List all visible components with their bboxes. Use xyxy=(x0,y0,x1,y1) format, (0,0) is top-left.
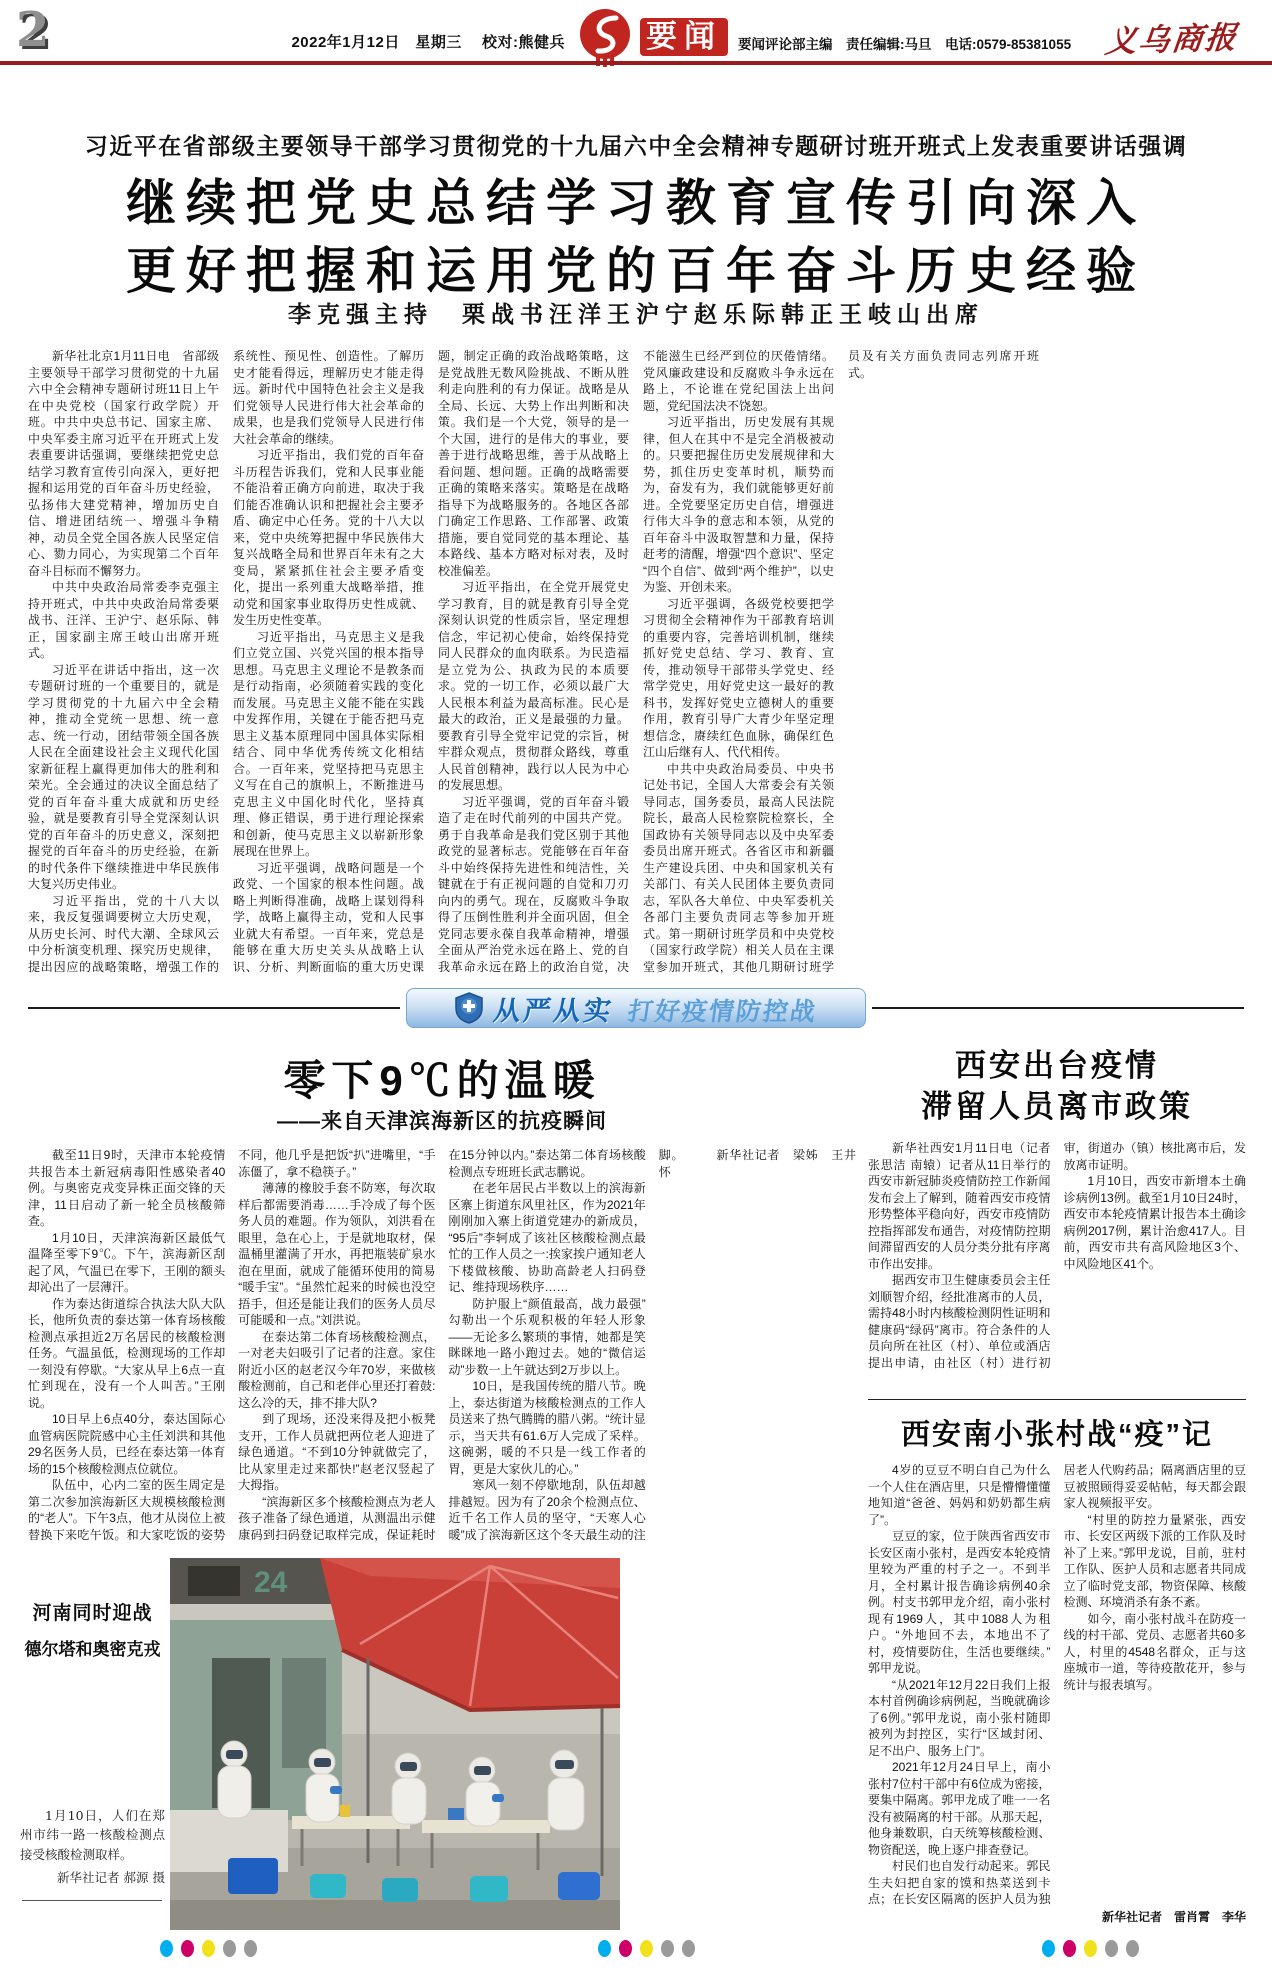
side-top-headline-line1: 西安出台疫情 xyxy=(955,1048,1159,1083)
lead-headline-line2: 更好把握和运用党的百年奋斗历史经验 xyxy=(126,243,1146,299)
dot-gray xyxy=(1126,1940,1139,1957)
print-marks-center xyxy=(598,1940,695,1957)
paper-name: 义乌商报 xyxy=(1103,19,1240,61)
banner-pill xyxy=(406,988,866,1028)
campaign-banner xyxy=(28,988,1244,1028)
side-column-divider xyxy=(868,1399,1246,1400)
feature-subheadline: ——来自天津滨海新区的抗疫瞬间 xyxy=(277,1110,607,1133)
lead-headline-line1: 继续把党史总结学习教育宣传引向深入 xyxy=(126,175,1146,231)
dot-yellow xyxy=(202,1940,215,1957)
banner-right-rule xyxy=(872,1007,1244,1009)
lead-body-columns: 新华社北京1月11日电 省部级主要领导干部学习贯彻党的十九届六中全会精神专题研讨班11日上午在中央党校（国家行政学院）开班。中共中央总书记、国家主席、中央军委主席习近平在开班式上发表重要讲话强调，要继续把党史总结学习教育宣传引向深入，更好把握和运用党的百年奋斗历史经验，弘扬伟大建党精神，增加历史自信、增进团结统一、增强斗争精神，动员全党全国各族人民坚定信心、勠力同心，为实现第二个百年奋斗目标而不懈努力。 中共中央政治局常委李克强主持开班式，中共中央政治局常委栗战书、汪洋、王沪宁、赵乐际、韩正，国家副主席王岐山出席开班式。 习近平在讲话中指出，这一次专题研讨班的一个重要目的，就是学习贯彻党的十九届六中全会精神，推动全党统一思想、统一意志、统一行动，团结带领全国各族人民在全面建设社会主义现代化国家新征程上赢得更加伟大的胜利和荣光。全会通过的决议全面总结了党的百年奋斗重大成就和历史经验，就是要教育引导全党深刻认识党的百年奋斗的历史意义，深刻把握党的百年奋斗的历史经验，在新的时代条件下继续推进中华民族伟大复兴历史伟业。 习近平指出，党的十八大以来，我反复强调要树立大历史观，从历史长河、时代大潮、全球风云中分析演变机理、探究历史规律，提出因应的战略策略，增强工作的系统性、预见性、创造性。了解历史才能看得远，理解历史才能走得远。新时代中国特色社会主义是我们党领导人民进行伟大社会革命的成果，也是我们党领导人民进行伟大社会革命的继续。 习近平指出，我们党的百年奋斗历程告诉我们，党和人民事业能不能沿着正确方向前进，取决于我们能否准确认识和把握社会主要矛盾、确定中心任务。党的十八大以来，党中央统筹把握中华民族伟大复兴战略全局和世界百年未有之大变局，紧紧抓住社会主要矛盾变化，提出一系列重大战略举措，推动党和国家事业取得历史性成就、发生历史性变革。 习近平指出，马克思主义是我们立党立国、兴党兴国的根本指导思想。马克思主义理论不是教条而是行动指南，必须随着实践的变化而发展。马克思主义能不能在实践中发挥作用，关键在于能否把马克思主义基本原理同中国具体实际相结合、同中华优秀传统文化相结合。一百年来，党坚持把马克思主义写在自己的旗帜上，不断推进马克思主义中国化时代化，坚持真理、修正错误，勇于进行理论探索和创新，使马克思主义以崭新形象展现在世界上。 习近平强调，战略问题是一个政党、一个国家的根本性问题。战略上判断得准确，战略上谋划得科学，战略上赢得主动，党和人民事业就大有希望。一百年来，党总是能够在重大历史关头从战略上认识、分析、判断面临的重大历史课题，制定正确的政治战略策略，这是党战胜无数风险挑战、不断从胜利走向胜利的有力保证。战略是从全局、长远、大势上作出判断和决策。我们是一个大党，领导的是一个大国，进行的是伟大的事业，要善于进行战略思维，善于从战略上看问题、想问题。正确的战略需要正确的策略来落实。策略是在战略指导下为战略服务的。各地区各部门确定工作思路、工作部署、政策措施，要自觉同党的基本理论、基本路线、基本方略对标对表，及时校准偏差。 习近平指出，在全党开展党史学习教育，目的就是教育引导全党深刻认识党的性质宗旨，坚定理想信念，牢记初心使命，始终保持党同人民群众的血肉联系。为民造福是立党为公、执政为民的本质要求。党的一切工作，必须以最广大人民根本利益为最高标准。民心是最大的政治，正义是最强的力量。要教育引导全党牢记党的宗旨，树牢群众观点，贯彻群众路线，尊重人民首创精神，践行以人民为中心的发展思想。 习近平强调，党的百年奋斗锻造了走在时代前列的中国共产党。勇于自我革命是我们党区别于其他政党的显著标志。党能够在百年奋斗中始终保持先进性和纯洁性，关键就在于有正视问题的自觉和刀刃向内的勇气。现在，反腐败斗争取得了压倒性胜利并全面巩固，但全党同志要永葆自我革命精神，增强全面从严治党永远在路上、党的自我革命永远在路上的政治自觉，决不能滋生已经严到位的厌倦情绪。党风廉政建设和反腐败斗争永远在路上，不论谁在党纪国法上出问题，党纪国法决不饶恕。 习近平指出，历史发展有其规律，但人在其中不是完全消极被动的。只要把握住历史发展规律和大势，抓住历史变革时机，顺势而为，奋发有为，我们就能够更好前进。全党要坚定历史自信，增强进行伟大斗争的意志和本领，从党的百年奋斗中汲取智慧和力量，保持赶考的清醒，增强“四个意识”、坚定“四个自信”、做到“两个维护”，以史为鉴、开创未来。 习近平强调，各级党校要把学习贯彻全会精神作为干部教育培训的重要内容，完善培训机制，继续抓好党史总结、学习、教育、宣传，推动领导干部带头学党史、经常学党史，用好党史这一最好的教科书，发挥好党史立德树人的重要作用，教育引导广大青少年坚定理想信念，赓续红色血脉，确保红色江山后继有人、代代相传。 中共中央政治局委员、中央书记处书记，全国人大常委会有关领导同志，国务委员，最高人民法院院长，最高人民检察院检察长，全国政协有关领导同志以及中央军委委员出席开班式。各省区市和新疆生产建设兵团、中央和国家机关有关部门、有关人民团体主要负责同志，军队各大单位、中央军委机关各部门主要负责同志等参加开班式。第一期研讨班学员和中央党校（国家行政学院）相关人员在主课堂参加开班式，其他几期研讨班学员及有关方面负责同志列席开班式。 xyxy=(28,349,1039,974)
related-headline xyxy=(20,1598,165,1660)
photo-caption-credit: 新华社记者 郝源 摄 xyxy=(57,1870,165,1886)
editor-info: 要闻评论部主编 责任编辑:马旦 电话:0579-85381055 xyxy=(738,37,1072,52)
photo-caption xyxy=(20,1806,165,1888)
banner-slogan-bold: 从严从实 xyxy=(491,995,617,1026)
print-marks-right xyxy=(1042,1940,1139,1957)
dot-gray xyxy=(223,1940,236,1957)
dot-cyan xyxy=(1042,1940,1055,1957)
side-top-headline-line2: 滞留人员离市政策 xyxy=(921,1088,1193,1124)
dot-cyan xyxy=(598,1940,611,1957)
side-bottom-credit: 新华社记者 雷肖霄 李华 xyxy=(1101,1910,1246,1924)
dot-magenta xyxy=(619,1940,632,1957)
side-story-bottom-headline: 西安南小张村战“疫”记 xyxy=(900,1419,1213,1451)
dot-magenta xyxy=(1063,1940,1076,1957)
banner-left-rule xyxy=(28,1007,400,1009)
print-marks-left xyxy=(160,1940,257,1957)
dot-gray xyxy=(1105,1940,1118,1957)
related-headline-line2: 德尔塔和奥密克戎 xyxy=(24,1640,161,1659)
lead-byline: 李克强主持 栗战书汪洋王沪宁赵乐际韩正王岐山出席 xyxy=(288,301,984,327)
dot-cyan xyxy=(160,1940,173,1957)
masthead-rule xyxy=(0,61,1272,65)
shield-cross-icon xyxy=(454,992,484,1024)
dot-gray xyxy=(244,1940,257,1957)
date-line: 2022年1月12日 星期三 校对:熊健兵 xyxy=(291,34,565,51)
photo-caption-text: 1月10日，人们在郑州市纬一路一核酸检测点接受核酸检测取样。 xyxy=(20,1808,165,1862)
side-story-top-headline xyxy=(868,1046,1246,1128)
dot-gray xyxy=(661,1940,674,1957)
dot-magenta xyxy=(181,1940,194,1957)
page-number: 2 xyxy=(16,2,50,58)
banner-slogan-rest: 打好疫情防控战 xyxy=(626,997,820,1026)
caption-rule xyxy=(22,1900,162,1901)
building-number: 24 xyxy=(254,1566,288,1599)
feature-headline: 零下9℃的温暖 xyxy=(283,1057,601,1104)
section-logo-text: 要闻 xyxy=(638,16,730,58)
dot-gray xyxy=(682,1940,695,1957)
banner-slogan xyxy=(492,989,821,1028)
section-logo xyxy=(576,6,730,68)
side-bottom-body-columns: 4岁的豆豆不明白自己为什么一个人住在酒店里，只是懵懵懂懂地知道“爸爸、妈妈和奶奶都生病了”。 豆豆的家，位于陕西省西安市长安区南小张村，是西安本轮疫情里较为严重的村子之一。不到半月，全村累计报告确诊病例40余例。村支书郭甲龙介绍，南小张村现有1969人，其中1088人为租户。“外地回不去，本地出不了村，疫情要防住，生活也要继续。”郭甲龙说。 “从2021年12月22日我们上报本村首例确诊病例起，当晚就确诊了6例。”郭甲龙说，南小张村随即被列为封控区，实行“区域封闭、足不出户、服务上门”。 2021年12月24日早上，南小张村7位村干部中有6位成为密接，要集中隔离。郭甲龙成了唯一一名没有被隔离的村干部。从那天起，他身兼数职，白天统筹核酸检测、物资配送，晚上逐户排查登记。 村民们也自发行动起来。郭民生夫妇把自家的馍和热菜送到卡点；在长安区隔离的医护人员为独居老人代购药品；隔离酒店里的豆豆被照顾得妥妥帖帖，每天都会跟家人视频报平安。 “村里的防控力量紧张，西安市、长安区两级下派的工作队及时补了上来。”郭甲龙说，目前，驻村工作队、医护人员和志愿者共同成立了临时党支部，物资保障、核酸检测、环境消杀有条不紊。 如今，南小张村战斗在防疫一线的村干部、党员、志愿者共60多人，村里的4548名群众，正与这座城市一道，等待疫散花开，参与统计与报表填写。 xyxy=(868,1463,1246,1906)
related-headline-line1: 河南同时迎战 xyxy=(32,1603,153,1624)
torch-swirl-icon xyxy=(576,6,634,68)
dot-yellow xyxy=(640,1940,653,1957)
news-photo xyxy=(170,1558,620,1930)
dot-yellow xyxy=(1084,1940,1097,1957)
side-top-body-columns: 新华社西安1月11日电（记者 张思洁 南辕）记者从11日举行的西安市新冠肺炎疫情防控工作新闻发布会上了解到，随着西安市疫情形势整体平稳向好，西安市疫情防控指挥部发布通告，对疫情防控期间滞留西安的人员分类分批有序离市作出安排。 据西安市卫生健康委员会主任刘顺智介绍，经批准离市的人员，需持48小时内核酸检测阴性证明和健康码“绿码”离市。符合条件的人员向所在社区（村）、单位或酒店提出申请，由社区（村）进行初审，街道办（镇）核批离市后，发放离市证明。 1月10日，西安市新增本土确诊病例13例。截至1月10日24时，西安市本轮疫情累计报告本土确诊病例2017例，累计治愈417人。目前，西安市共有高风险地区3个、中风险地区41个。 xyxy=(868,1141,1246,1370)
lead-kicker: 习近平在省部级主要领导干部学习贯彻党的十九届六中全会精神专题研讨班开班式上发表重要讲话强调 xyxy=(84,133,1188,159)
feature-body-columns: 截至11日9时，天津市本轮疫情共报告本土新冠病毒阳性感染者40例。与奥密克戎变异株正面交锋的天津，11日启动了新一轮全员核酸筛查。 1月10日，天津滨海新区最低气温降至零下9℃。下午，滨海新区刮起了风，气温已在零下，王刚的额头却沁出了一层薄汗。 作为泰达街道综合执法大队大队长，他所负责的泰达第一体育场核酸检测点承担近2万名居民的核酸检测任务。气温虽低，检测现场的工作却一刻没有停歇。“大家从早上6点一直忙到现在，没有一个人叫苦。”王刚说。 10日早上6点40分，泰达国际心血管病医院院感中心主任刘洪和其他29名医务人员，已经在泰达第一体育场的15个核酸检测点位就位。 队伍中，心内二室的医生周定是第二次参加滨海新区大规模核酸检测的“老人”。下午3点，他才从岗位上被替换下来吃午饭。和大家吃饭的姿势不同，他几乎是把饭“扒”进嘴里，“手冻僵了，拿不稳筷子。” 薄薄的橡胶手套不防寒，每次取样后都需要消毒……手冷成了每个医务人员的难题。作为领队，刘洪看在眼里，急在心上，于是就地取材，保温桶里灌满了开水，再把瓶装矿泉水泡在里面，就成了能循环使用的简易“暖手宝”。“虽然忙起来的时候也没空捂手，但还是能让我们的医务人员尽可能暖和一点。”刘洪说。 在泰达第二体育场核酸检测点，一对老夫妇吸引了记者的注意。家住附近小区的赵老汉今年70岁，来做核酸检测前，自己和老伴心里还打着鼓:这么冷的天，排不排大队? 到了现场，还没来得及把小板凳支开，工作人员就把两位老人迎进了绿色通道。“不到10分钟就做完了，比从家里走过来都快!”赵老汉竖起了大拇指。 “滨海新区多个核酸检测点为老人孩子准备了绿色通道，从测温出示健康码到扫码登记取样完成，保证耗时在15分钟以内。”泰达第二体育场核酸检测点专班班长武志鹏说。 在老年居民占半数以上的滨海新区寨上街道东风里社区，作为2021年刚刚加入寨上街道党建办的新成员，“95后”李轲成了该社区核酸检测点最忙的工作人员之一:挨家挨户通知老人下楼做核酸、协助高龄老人扫码登记、维持现场秩序…… 防护服上“颜值最高，战力最强”勾勒出一个乐观积极的年轻人形象——无论多么繁琐的事情，她都是笑眯眯地一路小跑过去。她的“微信运动”步数一上午就达到2万步以上。 10日，是我国传统的腊八节。晚上，泰达街道为核酸检测点的工作人员送来了热气腾腾的腊八粥。“统计显示，当天共有61.6万人完成了采样。这碗粥，暖的不只是一线工作者的胃，更是大家伙儿的心。” 寒风一刻不停歇地刮，队伍却越排越短。因为有了20余个检测点位、近千名工作人员的坚守，“天寒人心暖”成了滨海新区这个冬天最生动的注脚。 新华社记者 梁姊 王井怀 xyxy=(28,1148,856,1542)
